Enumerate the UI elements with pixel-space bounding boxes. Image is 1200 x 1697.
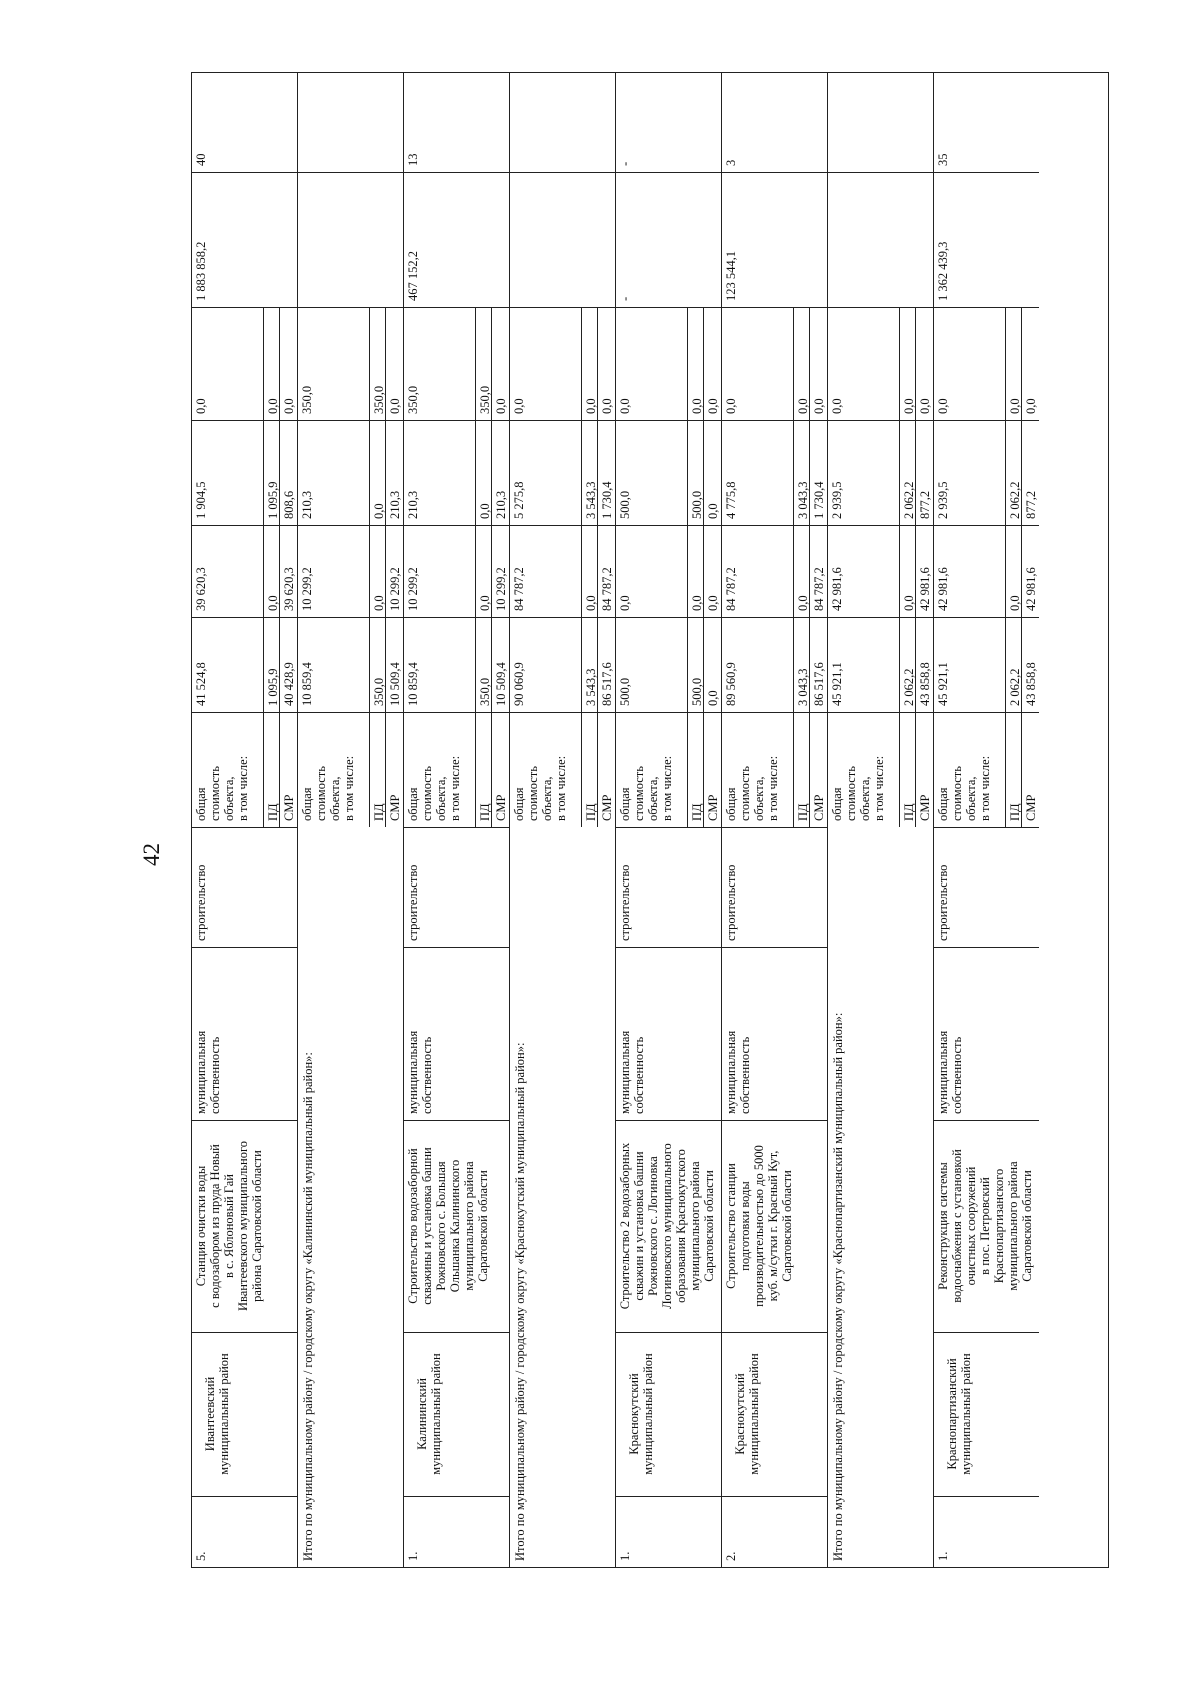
district-name: муниципальный район xyxy=(641,1353,655,1475)
cost-label: в том числе: xyxy=(236,755,250,821)
cost-value: 45 921,1 xyxy=(936,662,950,706)
cost-label: ПД xyxy=(372,803,386,821)
total-value: 123 544,1 xyxy=(724,251,738,301)
cost-label: ПД xyxy=(1008,803,1022,821)
cost-label: объекта, xyxy=(964,776,978,821)
table-rule xyxy=(403,712,509,713)
table-rule xyxy=(933,1332,1039,1333)
table-rule xyxy=(191,827,297,828)
cost-value: 10 859,4 xyxy=(300,662,314,706)
cost-value: 210,3 xyxy=(300,490,314,519)
cost-value: 0,0 xyxy=(902,595,916,611)
cost-value: 42 981,6 xyxy=(918,567,932,611)
ownership: собственность xyxy=(208,1036,222,1114)
object-name: Логиновского муниципального xyxy=(660,1143,674,1309)
cost-value: 210,3 xyxy=(388,490,402,519)
object-name: Рожновского с. Большая xyxy=(434,1161,448,1291)
cost-value: 0,0 xyxy=(796,595,810,611)
cost-label: общая xyxy=(194,787,208,821)
table-rule xyxy=(721,1120,827,1121)
last-column-value: 3 xyxy=(724,159,738,166)
cost-label: объекта, xyxy=(222,776,236,821)
last-column-value: - xyxy=(618,161,632,166)
cost-label: общая xyxy=(618,787,632,821)
cost-label: стоимость xyxy=(738,766,752,821)
cost-label: ПД xyxy=(902,803,916,821)
table-rule xyxy=(793,307,794,827)
table-rule xyxy=(403,617,509,618)
table-rule xyxy=(933,307,1039,308)
cost-value: 0,0 xyxy=(372,595,386,611)
object-name: Краснопартизанского xyxy=(992,1168,1006,1284)
cost-value: 39 620,3 xyxy=(194,567,208,611)
cost-label: стоимость xyxy=(208,766,222,821)
ownership: собственность xyxy=(420,1036,434,1114)
table-rule xyxy=(721,827,827,828)
table-rule xyxy=(933,72,934,1567)
cost-value: 0,0 xyxy=(812,398,826,414)
cost-value: 84 787,2 xyxy=(600,567,614,611)
cost-label: СМР xyxy=(282,794,296,821)
page-number: 42 xyxy=(139,843,164,866)
table-rule xyxy=(615,617,721,618)
district-name: Калининский xyxy=(415,1378,429,1450)
table-rule xyxy=(615,1120,721,1121)
object-name: муниципального района xyxy=(688,1161,702,1291)
cost-value: 1 904,5 xyxy=(194,481,208,519)
cost-label: СМР xyxy=(918,794,932,821)
cost-value: 877,2 xyxy=(918,490,932,519)
cost-value: 0,0 xyxy=(706,690,720,706)
ownership: муниципальная xyxy=(724,1030,738,1114)
cost-value: 1 730,4 xyxy=(600,481,614,519)
table-rule xyxy=(509,72,510,1567)
cost-label: объекта, xyxy=(858,776,872,821)
cost-value: 45 921,1 xyxy=(830,662,844,706)
row-number: 5. xyxy=(194,1551,208,1561)
cost-label: СМР xyxy=(494,794,508,821)
work-type: строительство xyxy=(724,864,738,941)
cost-label: в том числе: xyxy=(766,755,780,821)
table-rule xyxy=(191,72,1108,73)
cost-label: СМР xyxy=(600,794,614,821)
cost-value: 0,0 xyxy=(690,398,704,414)
cost-value: 1 730,4 xyxy=(812,481,826,519)
cost-value: 84 787,2 xyxy=(512,567,526,611)
cost-label: стоимость xyxy=(844,766,858,821)
cost-value: 5 275,8 xyxy=(512,481,526,519)
row-number: 1. xyxy=(936,1551,950,1561)
table-rule xyxy=(403,525,509,526)
district-name: муниципальный район xyxy=(217,1353,231,1475)
cost-value: 0,0 xyxy=(1024,398,1038,414)
cost-value: 10 299,2 xyxy=(300,567,314,611)
cost-label: стоимость xyxy=(314,766,328,821)
cost-value: 42 981,6 xyxy=(830,567,844,611)
object-name: Саратовской области xyxy=(1020,1170,1034,1282)
district-name: Краснопартизанский xyxy=(945,1358,959,1470)
cost-value: 84 787,2 xyxy=(724,567,738,611)
object-name: района Саратовской области xyxy=(250,1150,264,1302)
cost-label: в том числе: xyxy=(660,755,674,821)
object-name: Саратовской области xyxy=(780,1170,794,1282)
cost-value: 41 524,8 xyxy=(194,662,208,706)
table-rule xyxy=(615,827,721,828)
table-rule xyxy=(721,1496,827,1497)
object-name: в пос. Петровский xyxy=(978,1177,992,1275)
district-name: муниципальный район xyxy=(959,1353,973,1475)
cost-label: СМР xyxy=(1024,794,1038,821)
cost-value: 10 299,2 xyxy=(406,567,420,611)
object-name: производительностью до 5000 xyxy=(752,1145,766,1307)
table-rule xyxy=(475,307,476,827)
cost-label: объекта, xyxy=(540,776,554,821)
cost-label: ПД xyxy=(796,803,810,821)
cost-label: общая xyxy=(830,787,844,821)
table-rule xyxy=(191,1120,297,1121)
cost-label: объекта, xyxy=(328,776,342,821)
cost-value: 2 939,5 xyxy=(936,481,950,519)
cost-label: ПД xyxy=(266,803,280,821)
cost-value: 42 981,6 xyxy=(936,567,950,611)
object-name: Реконструкция системы xyxy=(936,1162,950,1290)
last-column-value: 40 xyxy=(194,153,208,166)
object-name: водоснабжения с установкой xyxy=(950,1149,964,1303)
table-rule xyxy=(721,617,827,618)
table-rule xyxy=(933,525,1039,526)
table-rule xyxy=(369,307,370,827)
table-rule xyxy=(191,172,297,173)
cost-value: 500,0 xyxy=(690,490,704,519)
table-rule xyxy=(721,947,827,948)
cost-value: 350,0 xyxy=(478,385,492,414)
table-rule xyxy=(615,72,616,1567)
object-name: Саратовской области xyxy=(702,1170,716,1282)
table-rule xyxy=(191,307,297,308)
ownership: собственность xyxy=(738,1036,752,1114)
cost-value: 2 062,2 xyxy=(902,668,916,706)
table-rule xyxy=(403,72,404,1567)
cost-value: 40 428,9 xyxy=(282,662,296,706)
table-rule xyxy=(615,1332,721,1333)
object-name: подготовки воды xyxy=(738,1181,752,1271)
cost-value: 2 062,2 xyxy=(902,481,916,519)
cost-value: 84 787,2 xyxy=(812,567,826,611)
cost-value: 89 560,9 xyxy=(724,662,738,706)
cost-value: 10 299,2 xyxy=(388,567,402,611)
cost-value: 0,0 xyxy=(706,595,720,611)
cost-value: 4 775,8 xyxy=(724,481,738,519)
table-rule xyxy=(191,420,297,421)
object-name: в с. Яблоновый Гай xyxy=(222,1174,236,1278)
table-rule xyxy=(191,1567,1109,1568)
table-rule xyxy=(827,72,828,1567)
object-name: Саратовской области xyxy=(476,1170,490,1282)
table-rule xyxy=(403,827,509,828)
table-rule xyxy=(615,420,721,421)
total-value: 1 362 439,3 xyxy=(936,241,950,301)
table-rule xyxy=(933,1120,1039,1121)
district-name: Ивантеевский xyxy=(203,1376,217,1452)
cost-label: СМР xyxy=(388,794,402,821)
object-name: муниципального района xyxy=(1006,1161,1020,1291)
work-type: строительство xyxy=(618,864,632,941)
object-name: Строительство 2 водозаборных xyxy=(618,1142,632,1310)
cost-value: 210,3 xyxy=(494,490,508,519)
table-rule xyxy=(1005,307,1006,827)
cost-label: в том числе: xyxy=(872,755,886,821)
cost-value: 10 509,4 xyxy=(388,662,402,706)
table-rule xyxy=(191,1496,297,1497)
ownership: собственность xyxy=(950,1036,964,1114)
object-name: скважины и установка башни xyxy=(420,1147,434,1305)
cost-label: объекта, xyxy=(752,776,766,821)
cost-value: 0,0 xyxy=(584,398,598,414)
table-rule xyxy=(297,72,298,1567)
cost-value: 808,6 xyxy=(282,490,296,519)
subtotal-label: Итого по муниципальному району / городскому округу «Калининский муниципальный район»: xyxy=(301,1052,315,1561)
table-rule xyxy=(403,420,509,421)
table-rule xyxy=(191,712,297,713)
table-rule xyxy=(615,947,721,948)
cost-value: 39 620,3 xyxy=(282,567,296,611)
table-rule xyxy=(933,420,1039,421)
cost-label: в том числе: xyxy=(978,755,992,821)
table-rule xyxy=(721,525,827,526)
ownership: собственность xyxy=(632,1036,646,1114)
cost-value: 350,0 xyxy=(372,677,386,706)
cost-value: 10 299,2 xyxy=(494,567,508,611)
cost-value: 0,0 xyxy=(724,398,738,414)
table-rule xyxy=(403,307,509,308)
row-number: 2. xyxy=(724,1551,738,1561)
cost-value: 0,0 xyxy=(584,595,598,611)
table-rule xyxy=(721,420,827,421)
cost-value: 0,0 xyxy=(830,398,844,414)
cost-value: 43 858,8 xyxy=(918,662,932,706)
cost-label: общая xyxy=(406,787,420,821)
cost-value: 2 939,5 xyxy=(830,481,844,519)
cost-value: 350,0 xyxy=(406,385,420,414)
table-rule xyxy=(933,172,1039,173)
district-name: муниципальный район xyxy=(429,1353,443,1475)
object-name: Строительство водозаборной xyxy=(406,1148,420,1304)
cost-label: ПД xyxy=(690,803,704,821)
cost-value: 0,0 xyxy=(902,398,916,414)
table-rule xyxy=(933,947,1039,948)
cost-label: стоимость xyxy=(526,766,540,821)
table-rule xyxy=(403,1496,509,1497)
total-value: 467 152,2 xyxy=(406,251,420,301)
object-name: скважин и установка башни xyxy=(632,1151,646,1301)
cost-label: объекта, xyxy=(434,776,448,821)
district-name: муниципальный район xyxy=(747,1353,761,1475)
cost-label: СМР xyxy=(706,794,720,821)
cost-label: СМР xyxy=(812,794,826,821)
cost-value: 2 062,2 xyxy=(1008,668,1022,706)
cost-value: 90 060,9 xyxy=(512,662,526,706)
total-value: - xyxy=(618,296,632,301)
ownership: муниципальная xyxy=(194,1030,208,1114)
cost-value: 3 043,3 xyxy=(796,481,810,519)
object-name: муниципального района xyxy=(462,1161,476,1291)
table-rule xyxy=(191,72,192,1567)
row-number: 1. xyxy=(618,1551,632,1561)
object-name: очистных сооружений xyxy=(964,1166,978,1286)
table-rule xyxy=(403,1332,509,1333)
table-rule xyxy=(581,307,582,827)
cost-value: 0,0 xyxy=(266,398,280,414)
cost-value: 0,0 xyxy=(282,398,296,414)
table-rule xyxy=(191,617,297,618)
table-rule xyxy=(721,72,722,1567)
district-name: Краснокутский xyxy=(627,1373,641,1455)
cost-label: в том числе: xyxy=(554,755,568,821)
cost-label: объекта, xyxy=(646,776,660,821)
cost-value: 0,0 xyxy=(388,398,402,414)
cost-value: 0,0 xyxy=(936,398,950,414)
ownership: муниципальная xyxy=(406,1030,420,1114)
cost-label: общая xyxy=(300,787,314,821)
cost-value: 0,0 xyxy=(372,503,386,519)
cost-label: стоимость xyxy=(420,766,434,821)
cost-label: стоимость xyxy=(632,766,646,821)
work-type: строительство xyxy=(936,864,950,941)
cost-value: 0,0 xyxy=(1008,595,1022,611)
cost-value: 0,0 xyxy=(600,398,614,414)
table-rule xyxy=(403,1120,509,1121)
cost-value: 0,0 xyxy=(194,398,208,414)
cost-value: 877,2 xyxy=(1024,490,1038,519)
table-rule xyxy=(1108,72,1109,1567)
cost-value: 43 858,8 xyxy=(1024,662,1038,706)
row-number: 1. xyxy=(406,1551,420,1561)
object-name: Рожновского с. Логиновка xyxy=(646,1156,660,1296)
table-rule xyxy=(403,947,509,948)
cost-value: 10 859,4 xyxy=(406,662,420,706)
cost-value: 350,0 xyxy=(478,677,492,706)
cost-value: 0,0 xyxy=(266,595,280,611)
cost-value: 0,0 xyxy=(796,398,810,414)
cost-value: 3 543,3 xyxy=(584,668,598,706)
cost-value: 500,0 xyxy=(618,490,632,519)
cost-value: 500,0 xyxy=(690,677,704,706)
last-column-value: 35 xyxy=(936,153,950,166)
object-name: с водозабором из пруда Новый xyxy=(208,1144,222,1308)
total-value: 1 883 858,2 xyxy=(194,241,208,301)
cost-value: 350,0 xyxy=(372,385,386,414)
object-name: куб. м/сутки г. Красный Кут, xyxy=(766,1150,780,1302)
cost-value: 86 517,6 xyxy=(812,662,826,706)
object-name: Ольшанка Калининского xyxy=(448,1159,462,1293)
object-name: Ивантеевского муниципального xyxy=(236,1140,250,1312)
cost-value: 2 062,2 xyxy=(1008,481,1022,519)
table-rule xyxy=(933,1496,1039,1497)
table-rule xyxy=(899,307,900,827)
subtotal-label: Итого по муниципальному району / городскому округу «Краснопартизанский муниципальный район»: xyxy=(831,1012,845,1561)
cost-label: общая xyxy=(512,787,526,821)
table-rule xyxy=(615,172,721,173)
table-rule xyxy=(721,1332,827,1333)
cost-value: 3 543,3 xyxy=(584,481,598,519)
cost-value: 0,0 xyxy=(618,595,632,611)
cost-value: 210,3 xyxy=(406,490,420,519)
table-rule xyxy=(191,1332,297,1333)
table-rule xyxy=(263,307,264,827)
cost-value: 42 981,6 xyxy=(1024,567,1038,611)
table-rule xyxy=(615,712,721,713)
table-rule xyxy=(933,827,1039,828)
cost-value: 0,0 xyxy=(478,503,492,519)
table-rule xyxy=(615,307,721,308)
cost-value: 0,0 xyxy=(706,503,720,519)
cost-label: в том числе: xyxy=(448,755,462,821)
subtotal-label: Итого по муниципальному району / городскому округу «Краснокутский муниципальный район»: xyxy=(513,1042,527,1561)
cost-value: 86 517,6 xyxy=(600,662,614,706)
cost-label: в том числе: xyxy=(342,755,356,821)
table-rule xyxy=(933,617,1039,618)
table-rule xyxy=(721,172,827,173)
cost-value: 0,0 xyxy=(690,595,704,611)
cost-value: 350,0 xyxy=(300,385,314,414)
cost-label: ПД xyxy=(478,803,492,821)
object-name: образования Краснокутского xyxy=(674,1149,688,1303)
cost-value: 0,0 xyxy=(706,398,720,414)
table-rule xyxy=(191,947,297,948)
cost-value: 10 509,4 xyxy=(494,662,508,706)
table-rule xyxy=(933,712,1039,713)
cost-value: 1 095,9 xyxy=(266,481,280,519)
cost-value: 0,0 xyxy=(1008,398,1022,414)
cost-value: 500,0 xyxy=(618,677,632,706)
table-rule xyxy=(721,712,827,713)
cost-value: 0,0 xyxy=(618,398,632,414)
cost-value: 0,0 xyxy=(918,398,932,414)
table-rule xyxy=(687,307,688,827)
cost-value: 0,0 xyxy=(478,595,492,611)
cost-value: 0,0 xyxy=(512,398,526,414)
table-rule xyxy=(721,307,827,308)
cost-label: общая xyxy=(724,787,738,821)
work-type: строительство xyxy=(194,864,208,941)
cost-value: 1 095,9 xyxy=(266,668,280,706)
district-name: Краснокутский xyxy=(733,1373,747,1455)
last-column-value: 13 xyxy=(406,153,420,166)
cost-value: 0,0 xyxy=(494,398,508,414)
object-name: Станция очистки воды xyxy=(194,1165,208,1287)
table-rule xyxy=(615,1496,721,1497)
cost-label: общая xyxy=(936,787,950,821)
object-name: Строительство станции xyxy=(724,1163,738,1289)
ownership: муниципальная xyxy=(936,1030,950,1114)
cost-label: ПД xyxy=(584,803,598,821)
work-type: строительство xyxy=(406,864,420,941)
table-rule xyxy=(191,525,297,526)
cost-label: стоимость xyxy=(950,766,964,821)
ownership: муниципальная xyxy=(618,1030,632,1114)
table-rule xyxy=(615,525,721,526)
table-rule xyxy=(403,172,509,173)
cost-value: 3 043,3 xyxy=(796,668,810,706)
